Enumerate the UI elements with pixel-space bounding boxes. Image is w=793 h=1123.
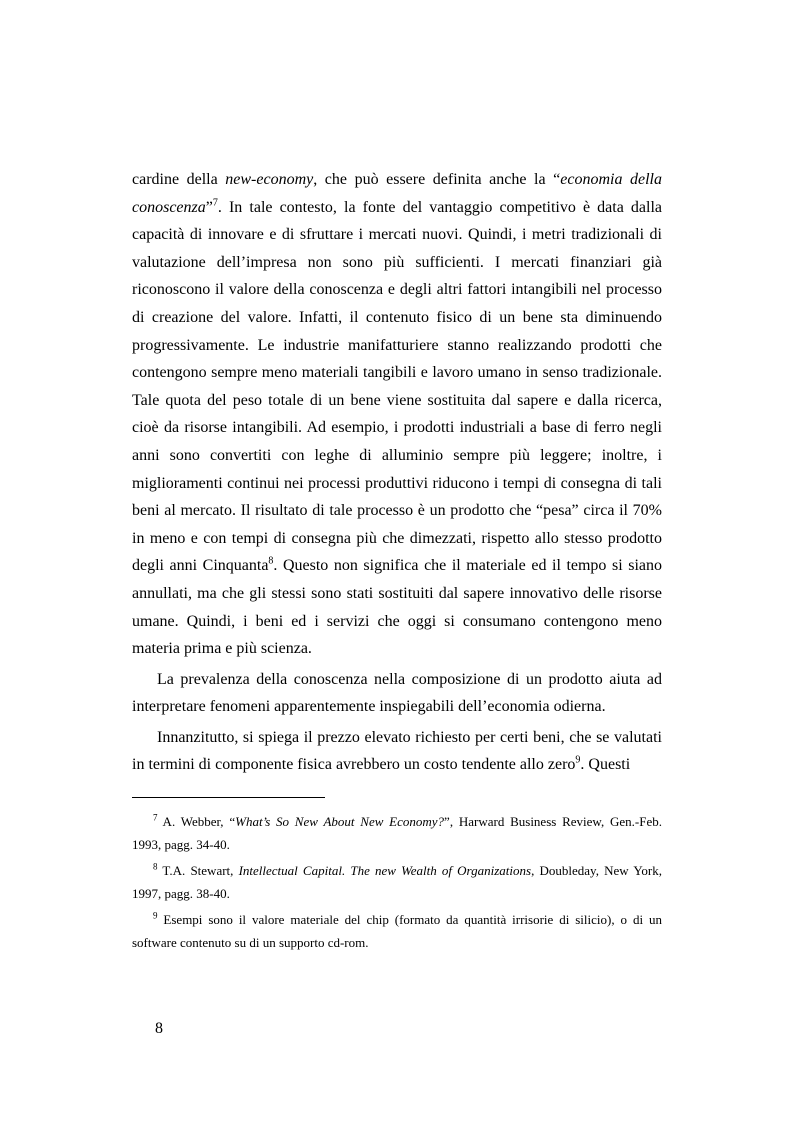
- footnote-number: 8: [153, 861, 158, 872]
- footnote-9: [132, 909, 662, 954]
- footnote-ref-9[interactable]: 9: [575, 755, 581, 767]
- emphasis: economia della conoscenza: [132, 171, 662, 216]
- text-run: , Doubleday, New York, 1997, pagg. 38-40.: [132, 863, 662, 901]
- footnote-ref-8[interactable]: 8: [268, 555, 274, 567]
- footnote-number: 7: [153, 812, 158, 823]
- text-run: Esempi sono il valore materiale del chip (formato da quantità irrisorie di silicio), o di un software contenuto su di un supporto cd-rom.: [132, 912, 662, 950]
- text-run: ”: [205, 198, 213, 216]
- footnote-7: [132, 811, 662, 856]
- text-run: T.A. Stewart,: [157, 863, 239, 878]
- paragraph-3: [132, 724, 662, 779]
- text-run: Innanzitutto, si spiega il prezzo elevato richiesto per certi beni, che se valutati in termini di componente fisica avrebbero un costo tendente allo zero: [132, 728, 662, 774]
- paragraph-2: La prevalenza della conoscenza nella composizione di un prodotto aiuta ad interpretare fenomeni apparentemente inspiegabili dell’economia odierna.: [132, 670, 662, 716]
- text-run: . In tale contesto, la fonte del vantaggio competitivo è data dalla capacità di innovare e di sfruttare i mercati nuovi. Quindi, i metri tradizionali di valutazione dell’impresa non sono più sufficienti. I mercati finanziari già riconoscono il valore della conoscenza e degli altri fattori intangibili nel processo di creazione del valore. Infatti, il contenuto fisico di un bene sta diminuendo progressivamente. Le industrie manifatturiere stanno realizzando prodotti che contengono sempre meno materiali tangibili e lavoro umano in senso tradizionale. Tale quota del peso totale di un bene viene sostituita dal sapere e dalla ricerca, cioè da risorse intangibili. Ad esempio, i prodotti industriali a base di ferro negli anni sono convertiti con leghe di alluminio sempre più leggere; inoltre, i miglioramenti continui nei processi produttivi riducono i tempi di consegna di tali beni al mercato. Il risultato di tale processo è un prodotto che “pesa” circa il 70% in meno e con tempi di consegna più che dimezzati, rispetto allo stesso prodotto degli anni Cinquanta: [132, 198, 662, 575]
- footnote-title: Intellectual Capital. The new Wealth of Organizations: [238, 863, 532, 878]
- paragraph-1: [132, 166, 662, 663]
- footnote-8: [132, 860, 662, 905]
- text-run: cardine della: [132, 171, 226, 188]
- text-run: A. Webber, “: [157, 814, 236, 829]
- page-number: 8: [155, 1020, 163, 1037]
- footnote-number: 9: [153, 910, 158, 921]
- text-run: . Questi: [580, 756, 631, 774]
- text-run: . Questo non significa che il materiale ed il tempo si siano annullati, ma che gli stessi sono stati sostituiti dal sapere innovativo delle risorse umane. Quindi, i beni ed i servizi che oggi si consumano contengono meno materia prima e più scienza.: [132, 557, 662, 658]
- text-run: ”, Harward Business Review, Gen.-Feb. 1993, pagg. 34-40.: [132, 814, 662, 852]
- footnote-ref-7[interactable]: 7: [212, 197, 218, 209]
- text-run: , che può essere definita anche la “: [313, 171, 561, 188]
- footnote-divider: [132, 797, 325, 798]
- footnote-title: What’s So New About New Economy?: [235, 814, 445, 829]
- body-text: [132, 166, 662, 779]
- emphasis: new-economy: [225, 171, 314, 188]
- footnotes: [132, 811, 662, 958]
